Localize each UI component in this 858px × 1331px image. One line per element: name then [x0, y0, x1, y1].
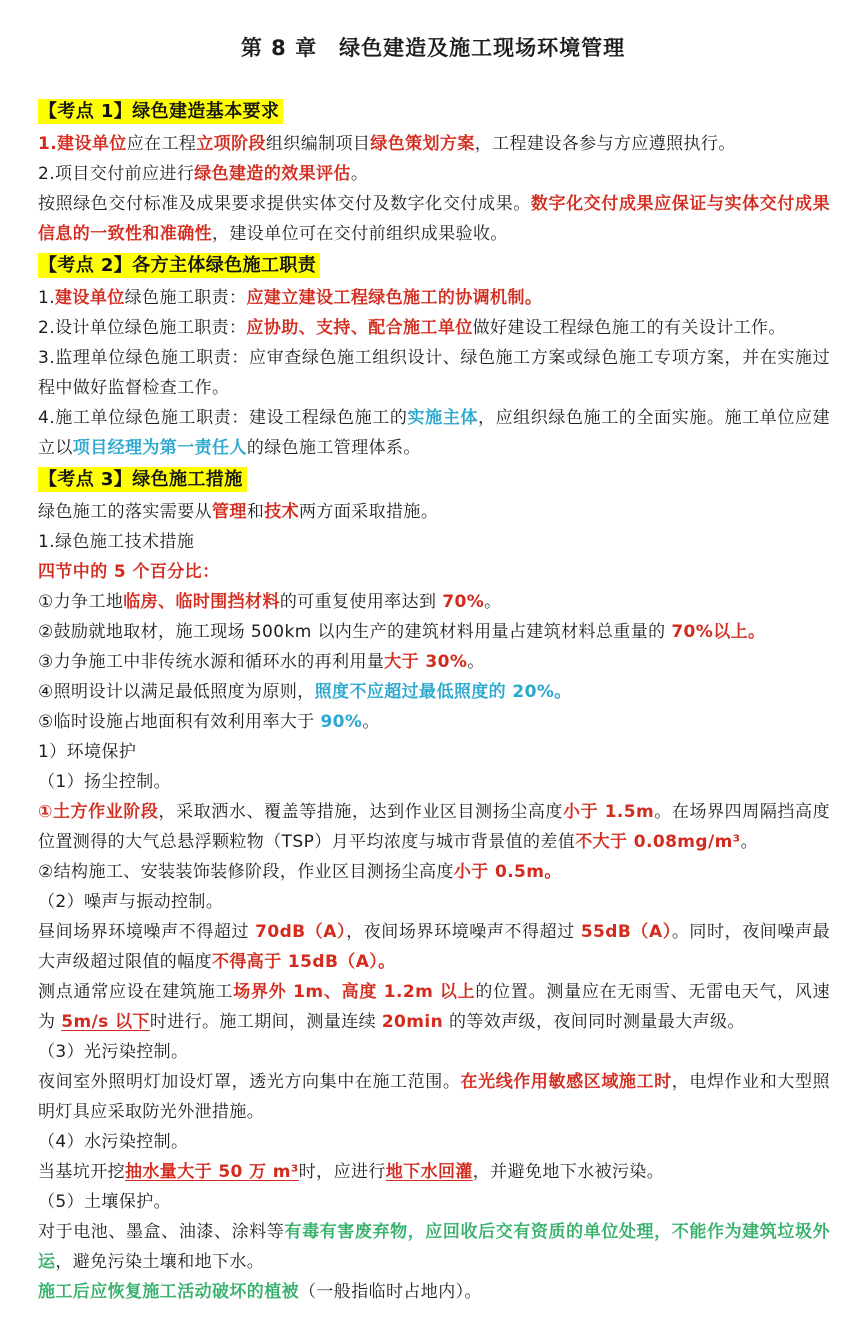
text-run: 四节中的 5 个百分比： — [38, 562, 220, 582]
paragraph — [38, 677, 830, 707]
text-run: 当基坑开挖 — [38, 1162, 125, 1182]
text-run: 组织编制项目 — [265, 134, 371, 154]
highlighted-heading-text: 【考点 2】各方主体绿色施工职责 — [38, 253, 320, 278]
text-run: 项目经理为第一责任人 — [72, 438, 247, 458]
text-run: 时进行。施工期间，测量连续 — [149, 1012, 382, 1032]
text-run: ②结构施工、安装装饰装修阶段，作业区目测扬尘高度 — [38, 862, 454, 882]
text-run: 不得高于 15dB（A）。 — [212, 952, 396, 972]
text-run: 70dB（A） — [255, 922, 347, 942]
text-run: 两方面采取措施。 — [299, 502, 439, 522]
text-run: ，并避免地下水被污染。 — [472, 1162, 665, 1182]
paragraph — [38, 737, 830, 767]
text-run: 抽水量大于 50 万 m³ — [125, 1162, 299, 1182]
paragraph — [38, 887, 830, 917]
paragraph — [38, 617, 830, 647]
paragraph — [38, 797, 830, 857]
text-run: 。 — [467, 652, 485, 672]
highlighted-heading-text: 【考点 3】绿色施工措施 — [38, 467, 247, 492]
text-run: 夜间室外照明灯加设灯罩，透光方向集中在施工范围。 — [38, 1072, 461, 1092]
text-run: 的位置。测量应在无雨雪、无雷电天气，风速为 — [38, 982, 831, 1032]
section-heading — [38, 250, 830, 282]
document-body — [38, 96, 830, 1307]
text-run: 绿色施工职责： — [124, 288, 247, 308]
text-run: 施工后应恢复施工活动破坏的植被 — [38, 1282, 299, 1302]
paragraph — [38, 587, 830, 617]
text-run: 。 — [362, 712, 380, 732]
paragraph — [38, 129, 830, 159]
text-run: 5m/s 以下 — [61, 1012, 150, 1032]
highlighted-heading-text: 【考点 1】绿色建造基本要求 — [38, 99, 283, 124]
text-run: 70% — [442, 592, 485, 612]
page-title: 第 8 章 绿色建造及施工现场环境管理 — [240, 36, 626, 60]
paragraph — [38, 1187, 830, 1217]
section-heading — [38, 464, 830, 496]
text-run: 对于电池、墨盒、油漆、涂料等 — [38, 1222, 285, 1242]
text-run: 建设单位 — [57, 134, 127, 154]
text-run: ，电焊作业和大型照明灯具应采取防光外泄措施。 — [38, 1072, 830, 1122]
text-run: ，建设单位可在交付前组织成果验收。 — [212, 224, 508, 244]
text-run: （5）土壤保护。 — [38, 1192, 172, 1212]
text-run: 的可重复使用率达到 — [279, 592, 443, 612]
text-run: 绿色策划方案 — [370, 134, 475, 154]
text-run: 测点通常应设在建筑施工 — [38, 982, 234, 1002]
text-run: 。 — [740, 832, 758, 852]
section-heading — [38, 96, 830, 128]
text-run: 按照绿色交付标准及成果要求提供实体交付及数字化交付成果。 — [38, 194, 531, 214]
text-run: 2.设计单位绿色施工职责： — [38, 318, 247, 338]
text-run: （2）噪声与振动控制。 — [38, 892, 224, 912]
paragraph — [38, 1067, 830, 1127]
text-run: 实施主体 — [407, 408, 478, 428]
text-run: 1.绿色施工技术措施 — [38, 532, 195, 552]
text-run: 1. — [38, 288, 56, 308]
text-run: 2.项目交付前应进行 — [38, 164, 195, 184]
text-run: ③力争施工中非传统水源和循环水的再利用量 — [38, 652, 385, 672]
text-run: 的等效声级，夜间同时测量最大声级。 — [443, 1012, 745, 1032]
paragraph — [38, 647, 830, 677]
text-run: 小于 0.5m。 — [453, 862, 562, 882]
text-run: 。 — [350, 164, 369, 184]
text-run: ⑤临时设施占地面积有效利用率大于 — [38, 712, 321, 732]
text-run: ①力争工地 — [38, 592, 124, 612]
text-run: 应建立建设工程绿色施工的协调机制。 — [246, 288, 543, 308]
text-run: 1）环境保护 — [38, 742, 137, 762]
text-run: 时，应进行 — [298, 1162, 386, 1182]
text-run: 立项阶段 — [196, 134, 266, 154]
text-run: 技术 — [264, 502, 300, 522]
paragraph — [38, 403, 830, 463]
text-run: 应协助、支持、配合施工单位 — [246, 318, 473, 338]
text-run: 建设单位 — [55, 288, 125, 308]
text-run: 70%以上。 — [671, 622, 766, 642]
text-run: 临房、临时围挡材料 — [123, 592, 280, 612]
paragraph — [38, 1277, 830, 1307]
text-run: 。同时，夜间噪声最大声级超过限值的幅度 — [38, 922, 830, 972]
text-run: 20min — [381, 1012, 444, 1032]
text-run: 绿色施工的落实需要从 — [38, 502, 212, 522]
text-run: （1）扬尘控制。 — [38, 772, 172, 792]
text-run: 昼间场界环境噪声不得超过 — [38, 922, 256, 942]
text-run: 照度不应超过最低照度的 20%。 — [314, 682, 572, 702]
paragraph — [38, 917, 830, 977]
paragraph — [38, 189, 830, 249]
text-run: 应在工程 — [126, 134, 197, 154]
text-run: 小于 1.5m — [563, 802, 655, 822]
paragraph — [38, 1157, 830, 1187]
text-run: ，应组织绿色施工的全面实施。施工单位应建立以 — [38, 408, 830, 458]
text-run: 不大于 0.08mg/m³ — [575, 832, 741, 852]
text-run: 做好建设工程绿色施工的有关设计工作。 — [472, 318, 786, 338]
text-run: 。 — [484, 592, 502, 612]
text-run: ④照明设计以满足最低照度为原则， — [38, 682, 315, 702]
text-run: ，采取洒水、覆盖等措施，达到作业区目测扬尘高度 — [158, 802, 564, 822]
text-run: （3）光污染控制。 — [38, 1042, 189, 1062]
text-run: 管理 — [212, 502, 247, 522]
text-run: 场界外 1m、高度 1.2m 以上 — [233, 982, 476, 1002]
text-run: 大于 30% — [384, 652, 468, 672]
paragraph — [38, 767, 830, 797]
text-run: 数字化交付成果应保证与实体交付成果信息的一致性和准确性 — [38, 194, 830, 244]
text-run: 。在场界四周隔挡高度位置测得的大气总悬浮颗粒物（TSP）月平均浓度与城市背景值的差值 — [38, 802, 830, 852]
paragraph — [38, 1127, 830, 1157]
paragraph — [38, 707, 830, 737]
text-run: 1. — [38, 134, 58, 154]
text-run: ②鼓励就地取材，施工现场 500km 以内生产的建筑材料用量占建筑材料总重量的 — [38, 622, 672, 642]
paragraph — [38, 313, 830, 343]
paragraph — [38, 977, 830, 1037]
text-run: 的绿色施工管理体系。 — [246, 438, 421, 458]
paragraph — [38, 557, 830, 587]
paragraph — [38, 283, 830, 313]
text-run: 地下水回灌 — [385, 1162, 473, 1182]
text-run: 和 — [246, 502, 265, 522]
text-run: 3.监理单位绿色施工职责：应审查绿色施工组织设计、绿色施工方案或绿色施工专项方案，并在实施过程中做好监督检查工作。 — [38, 348, 830, 398]
text-run: 有毒有害废弃物，应回收后交有资质的单位处理，不能作为建筑垃圾外运 — [38, 1222, 830, 1272]
text-run: 55dB（A） — [580, 922, 672, 942]
text-run: 90% — [320, 712, 363, 732]
paragraph — [38, 527, 830, 557]
text-run: （4）水污染控制。 — [38, 1132, 189, 1152]
paragraph — [38, 857, 830, 887]
text-run: （一般指临时占地内）。 — [299, 1282, 482, 1302]
paragraph — [38, 343, 830, 403]
text-run: ，避免污染土壤和地下水。 — [55, 1252, 265, 1272]
text-run: ①土方作业阶段 — [38, 802, 159, 822]
text-run: 在光线作用敏感区域施工时 — [460, 1072, 672, 1092]
paragraph — [38, 159, 830, 189]
text-run: ，夜间场界环境噪声不得超过 — [346, 922, 581, 942]
paragraph — [38, 1217, 830, 1277]
paragraph — [38, 497, 830, 527]
text-run: 绿色建造的效果评估 — [194, 164, 351, 184]
text-run: ，工程建设各参与方应遵照执行。 — [474, 134, 736, 154]
paragraph — [38, 1037, 830, 1067]
text-run: 4.施工单位绿色施工职责：建设工程绿色施工的 — [38, 408, 408, 428]
